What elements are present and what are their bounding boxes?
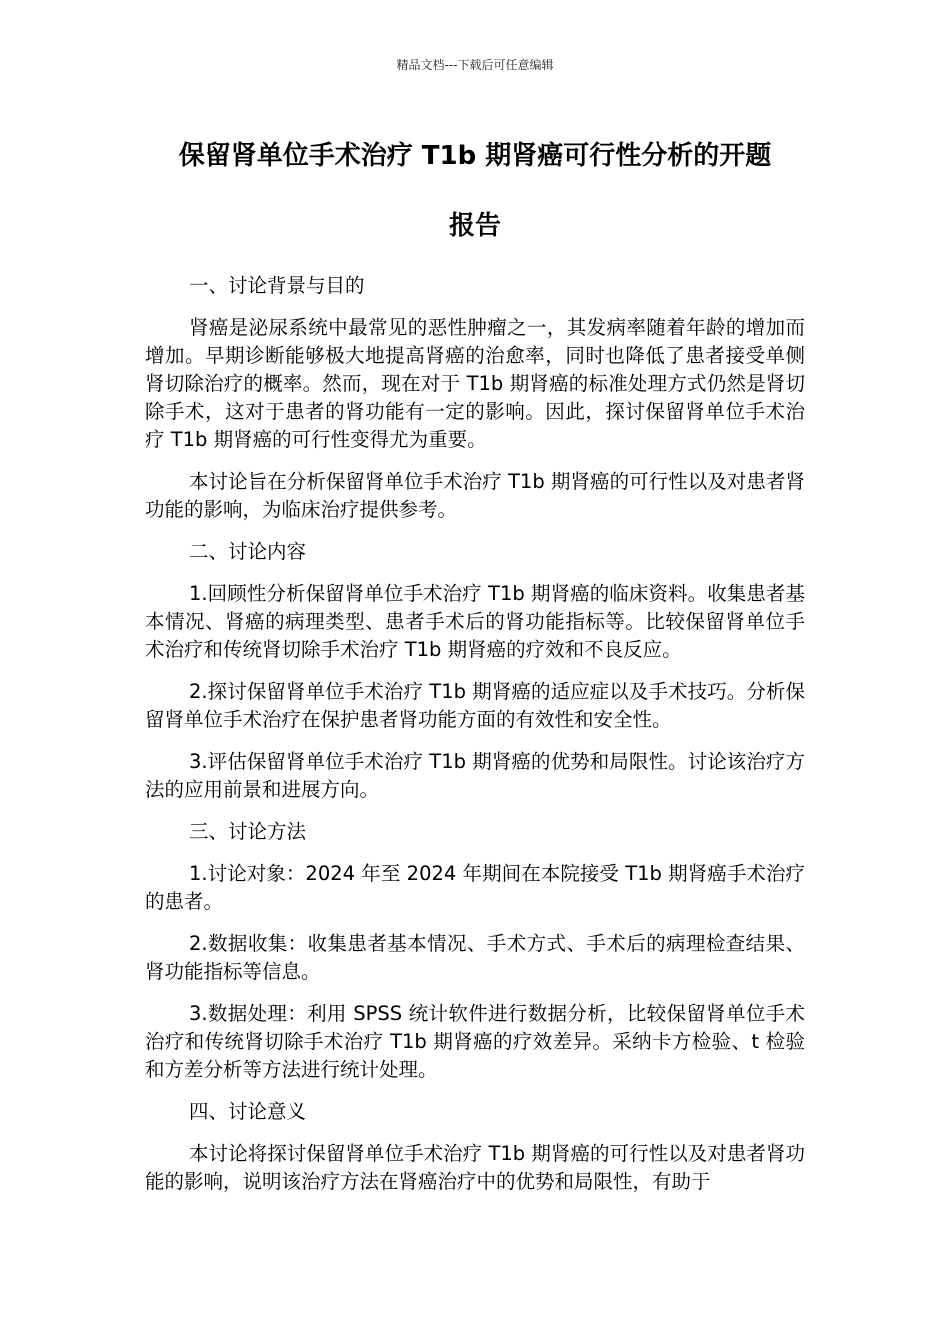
paragraph: 2.探讨保留肾单位手术治疗 T1b 期肾癌的适应症以及手术技巧。分析保留肾单位手术治疗在保护患者肾功能方面的有效性和安全性。 bbox=[145, 680, 805, 731]
document-title bbox=[140, 132, 810, 250]
document-body bbox=[145, 272, 805, 1210]
section-heading-background: 一、讨论背景与目的 bbox=[189, 274, 365, 297]
paragraph: 2.数据收集：收集患者基本情况、手术方式、手术后的病理检查结果、肾功能指标等信息。 bbox=[145, 932, 805, 983]
header-note: 精品文档---下载后可任意编辑 bbox=[396, 58, 554, 72]
paragraph: 本讨论旨在分析保留肾单位手术治疗 T1b 期肾癌的可行性以及对患者肾功能的影响，为临床治疗提供参考。 bbox=[145, 470, 805, 521]
section-heading-methods: 三、讨论方法 bbox=[189, 820, 307, 843]
paragraph: 3.数据处理：利用 SPSS 统计软件进行数据分析，比较保留肾单位手术治疗和传统肾切除手术治疗 T1b 期肾癌的疗效差异。采纳卡方检验、t 检验和方差分析等方法进行统计处理。 bbox=[145, 1002, 805, 1081]
title-line-1: 保留肾单位手术治疗 T1b 期肾癌可行性分析的开题 bbox=[178, 141, 772, 171]
paragraph: 3.评估保留肾单位手术治疗 T1b 期肾癌的优势和局限性。讨论该治疗方法的应用前景和进展方向。 bbox=[145, 750, 805, 801]
paragraph: 肾癌是泌尿系统中最常见的恶性肿瘤之一，其发病率随着年龄的增加而增加。早期诊断能够极大地提高肾癌的治愈率，同时也降低了患者接受单侧肾切除治疗的概率。然而，现在对于 T1b 期肾癌的标准处理方式仍然是肾切除手术，这对于患者的肾功能有一定的影响。因此，探讨保留肾单位手术治疗 T1b 期肾癌的可行性变得尤为重要。 bbox=[145, 316, 805, 451]
title-line-2: 报告 bbox=[448, 211, 501, 241]
paragraph: 1.回顾性分析保留肾单位手术治疗 T1b 期肾癌的临床资料。收集患者基本情况、肾癌的病理类型、患者手术后的肾功能指标等。比较保留肾单位手术治疗和传统肾切除手术治疗 T1b 期肾癌的疗效和不良反应。 bbox=[145, 582, 805, 661]
section-heading-content: 二、讨论内容 bbox=[189, 540, 307, 563]
paragraph: 本讨论将探讨保留肾单位手术治疗 T1b 期肾癌的可行性以及对患者肾功能的影响，说明该治疗方法在肾癌治疗中的优势和局限性，有助于 bbox=[145, 1142, 805, 1193]
paragraph: 1.讨论对象：2024 年至 2024 年期间在本院接受 T1b 期肾癌手术治疗的患者。 bbox=[145, 862, 805, 913]
section-heading-significance: 四、讨论意义 bbox=[189, 1100, 307, 1123]
